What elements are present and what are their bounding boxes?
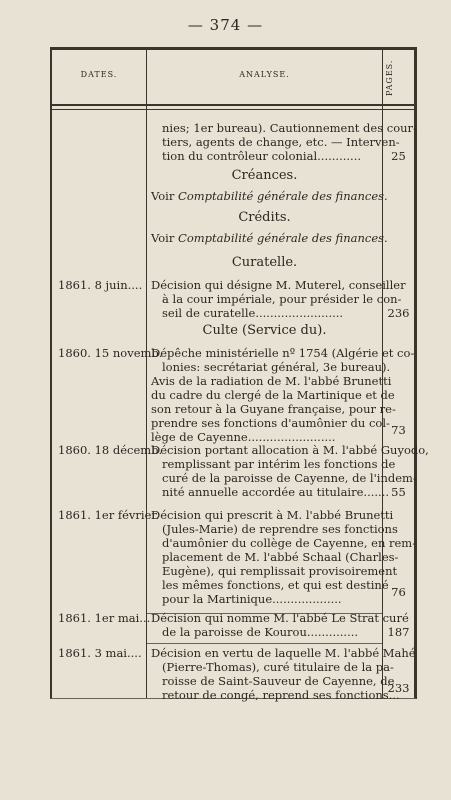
entry-divider [147,643,382,644]
entry-date: 1860. 15 novemb. [58,346,163,360]
entry-line: roisse de Saint-Sauveur de Cayenne, de [162,674,395,688]
entry-line: Décision portant allocation à M. l'abbé Guyodo, [151,443,429,457]
entry-line: tiers, agents de change, etc. — Interven- [162,135,400,149]
entry-line: Décision qui désigne M. Muterel, conseiller [151,278,406,292]
entry-line: seil de curatelle........................ [162,306,344,320]
entry-line: lonies: secrétariat général, 3e bureau). [162,360,391,374]
section-heading-culte: Culte (Service du). [202,323,327,338]
entry-line: tion du contrôleur colonial............ [162,149,362,163]
entry-date: 1861. 1er mai... [58,611,151,625]
entry-line: (Jules-Marie) de reprendre ses fonctions [162,522,398,536]
entry-line: du cadre du clergé de la Martinique et de [151,388,395,402]
entry-line: remplissant par intérim les fonctions de [162,457,396,471]
entry-date: 1861. 3 mai.... [58,646,142,660]
entry-line: prendre ses fonctions d'aumônier du col- [151,416,390,430]
entry-line: d'aumônier du collège de Cayenne, en rem- [162,536,417,550]
entry-line: Eugène), qui remplissait provisoirement [162,564,398,578]
section-heading-creances: Créances. [231,168,298,183]
see-also-credits: Voir Comptabilité générale des finances. [151,231,388,245]
page-ref: 76 [391,585,406,599]
table-header [52,50,414,106]
entry-line: les mêmes fonctions, et qui est destiné [162,578,389,592]
entry-line: nies; 1er bureau). Cautionnement des cour- [162,121,417,135]
section-heading-curatelle: Curatelle. [231,255,298,270]
page-ref: 187 [387,625,410,639]
see-also-creances: Voir Comptabilité générale des finances. [151,189,388,203]
entry-line: lège de Cayenne........................ [151,430,336,444]
entry-line: (Pierre-Thomas), curé titulaire de la pa- [162,660,394,674]
entry-line: Avis de la radiation de M. l'abbé Brunetti [151,374,392,388]
page-ref: 236 [387,306,410,320]
header-analyse: ANALYSE. [239,70,290,79]
entry-line: nité annuelle accordée au titulaire....... [162,485,390,499]
entry-line: Décision en vertu de laquelle M. l'abbé Mahé [151,646,416,660]
entry-line: à la cour impériale, pour présider le con- [162,292,402,306]
page-ref: 25 [391,149,406,163]
entry-line: pour la Martinique................... [162,592,342,606]
entry-date: 1860. 18 décemb. [58,443,163,457]
header-pages: PAGES. [385,59,394,97]
page-ref: 55 [391,485,406,499]
entry-line: curé de la paroisse de Cayenne, de l'indem- [162,471,417,485]
page-ref: 73 [391,423,406,437]
entry-date: 1861. 1er février. [58,508,160,522]
page-number: — 374 — [187,16,264,34]
section-heading-credits: Crédits. [238,210,291,225]
entry-line: Dépêche ministérielle nº 1754 (Algérie et co- [151,346,415,360]
entry-line: retour de congé, reprend ses fonctions... [162,688,400,702]
entry-line: Décision qui nomme M. l'abbé Le Strat curé [151,611,409,625]
header-dates: DATES. [80,70,118,79]
entry-line: son retour à la Guyane française, pour re- [151,402,396,416]
ledger-table [50,47,429,702]
column-divider-dates [146,50,147,698]
entry-line: placement de M. l'abbé Schaal (Charles- [162,550,399,564]
entry-date: 1861. 8 juin.... [58,278,143,292]
page-ref: 233 [387,681,410,695]
entry-line: de la paroisse de Kourou.............. [162,625,359,639]
entry-line: Décision qui prescrit à M. l'abbé Brunetti [151,508,394,522]
